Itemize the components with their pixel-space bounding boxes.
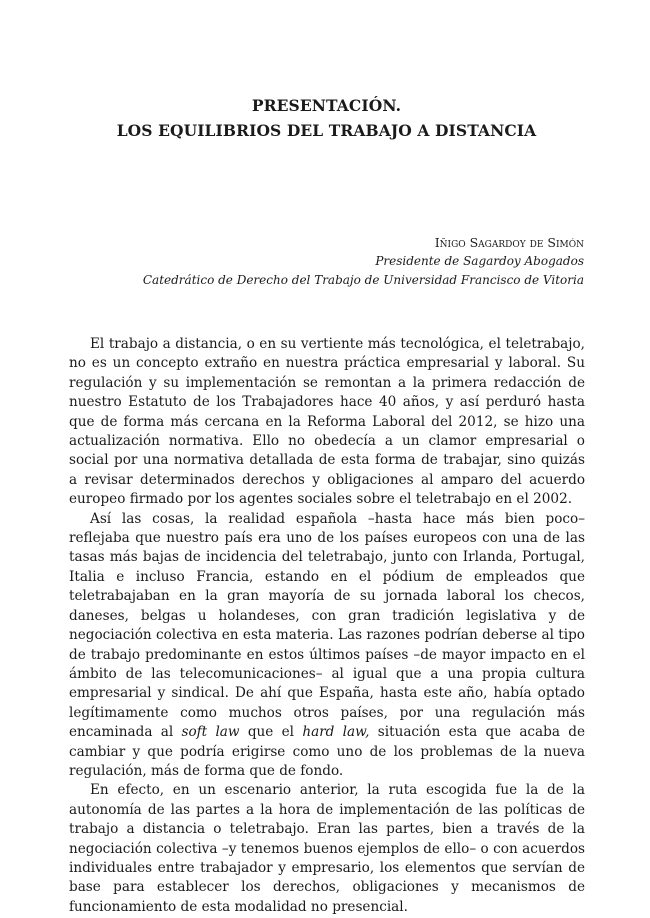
author-role-2: Catedrático de Derecho del Trabajo de Universidad Francisco de Vitoria <box>142 273 584 287</box>
author-role-1: Presidente de Sagardoy Abogados <box>375 254 584 268</box>
paragraph-2-part-b: que el <box>239 724 303 741</box>
page-title <box>69 93 584 143</box>
hard-law-term: hard law, <box>302 724 370 741</box>
paragraph-1: El trabajo a distancia, o en su vertiente más tecnológica, el teletrabajo, no es un concepto extraño en nuestra práctica empresarial y laboral. Su regulación y su implementación se remontan a la primera redacción de nuestro Estatuto de los Trabajadores hace 40 años, y así perduró hasta que de forma más cercana en la Reforma Laboral del 2012, se hizo una actualización normativa. Ello no obedecía a un clamor empresarial o social por una normativa detallada de esta forma de trabajar, sino quizás a revisar determinados derechos y obligaciones al amparo del acuerdo europeo firmado por los agentes sociales sobre el teletrabajo en el 2002. <box>69 336 585 508</box>
paragraph-2-part-c: situación esta que acaba de cambiar y que podría erigirse como uno de los problemas de la nueva regulación, más de forma que de fondo. <box>69 724 585 779</box>
body-text <box>69 335 585 917</box>
paragraph-3: En efecto, en un escenario anterior, la ruta escogida fue la de la autonomía de las partes a la hora de implementación de las políticas de trabajo a distancia o teletrabajo. Eran las partes, bien a través de la negociación colectiva –y tenemos buenos ejemplos de ello– o con acuerdos individuales entre trabajador y empresario, los elementos que servían de base para establecer los derechos, obligaciones y mecanismos de funcionamiento de esta modalidad no presencial. <box>69 782 585 915</box>
soft-law-term: soft law <box>181 724 240 741</box>
author-block <box>143 233 584 290</box>
paragraph-2 <box>69 510 585 782</box>
paragraph-2-part-a: Así las cosas, la realidad española –hasta hace más bien poco– reflejaba que nuestro país era uno de los países europeos con una de las tasas más bajas de incidencia del teletrabajo, junto con Irlanda, Portugal, Italia e incluso Francia, estando en el pódium de empleados que teletrabajaban en la gran mayoría de su jornada laboral los checos, daneses, belgas u holandeses, con gran tradición legislativa y de negociación colectiva en esta materia. Las razones podrían deberse al tipo de trabajo predominante en estos últimos países –de mayor impacto en el ámbito de las telecomunicaciones– al igual que a una propia cultura empresarial y sindical. De ahí que España, hasta este año, había optado legítimamente como muchos otros países, por una regulación más encaminada al <box>69 510 585 741</box>
author-name: Iñigo Sagardoy de Simón <box>434 235 584 250</box>
title-line-2: LOS EQUILIBRIOS DEL TRABAJO A DISTANCIA <box>116 121 537 140</box>
title-line-1: PRESENTACIÓN. <box>251 96 402 115</box>
